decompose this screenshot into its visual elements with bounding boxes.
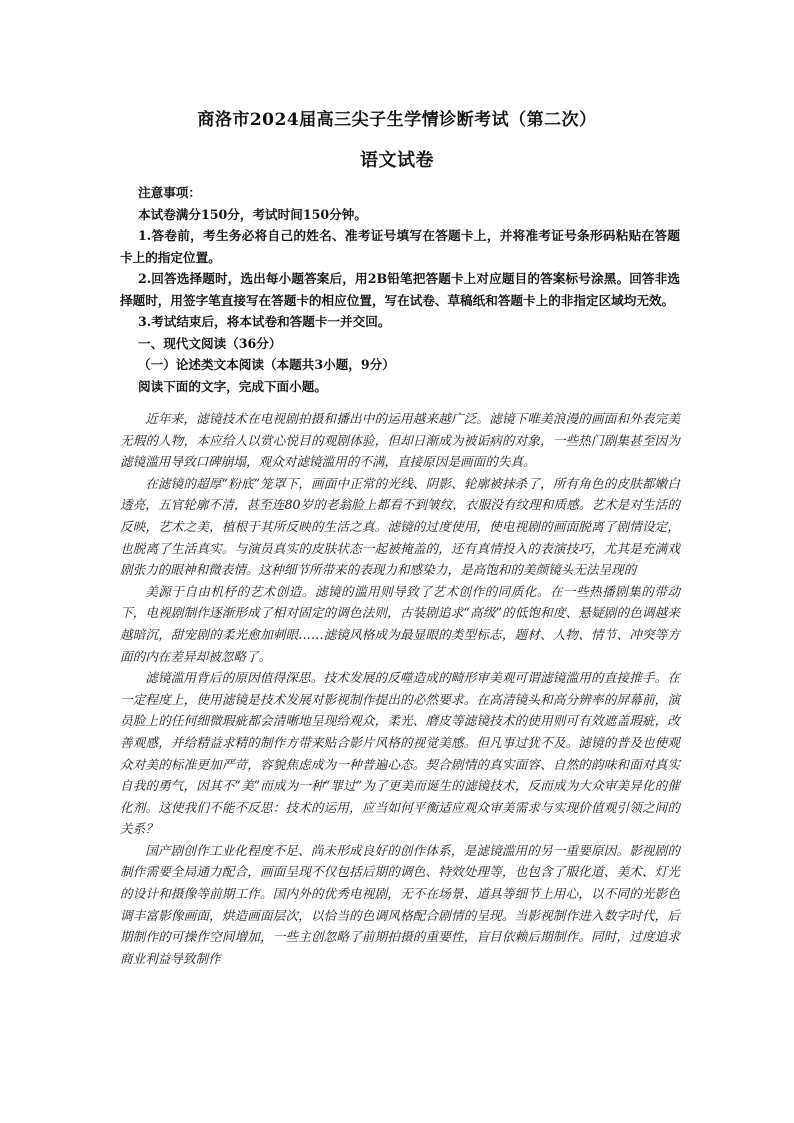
section-heading: 一、现代文阅读（36分） <box>138 335 282 351</box>
passage-paragraph: 近年来，滤镜技术在电视剧拍摄和播出中的运用越来越广泛。滤镜下唯美浪漫的画面和外表完美无瑕的人物，本应给人以赏心悦目的观剧体验，但却日渐成为被诟病的对象，一些热门剧集甚至因为滤镜滥用导致口碑崩塌，观众对滤镜滥用的不满，直接原因是画面的失真。 <box>120 411 680 470</box>
reading-instruction: 阅读下面的文字，完成下面小题。 <box>138 378 327 394</box>
notice-line: 本试卷满分150分，考试时间150分钟。 <box>138 206 367 222</box>
exam-title: 商洛市2024届高三尖子生学情诊断考试（第二次） <box>197 110 597 130</box>
exam-subtitle: 语文试卷 <box>360 150 434 171</box>
passage-paragraph: 滤镜滥用背后的原因值得深思。技术发展的反噬造成的畸形审美观可谓滤镜滥用的直接推手。在一定程度上，使用滤镜是技术发展对影视制作提出的必然要求。在高清镜头和高分辨率的屏幕前，演员脸上的任何细微瑕疵都会清晰地呈现给观众，柔光、磨皮等滤镜技术的使用则可有效遮盖瑕疵，改善观感，并给精益求精的制作方带来贴合影片风格的视觉美感。但凡事过犹不及。滤镜的普及也使观众对美的标准更加严苛，容貌焦虑成为一种普遍心态。契合剧情的真实面容、自然的韵味和面对真实自我的勇气，因其不“美”而成为一种“罪过”为了更美而诞生的滤镜技术，反而成为大众审美异化的催化剂。这使我们不能不反思：技术的运用，应当如何平衡适应观众审美需求与实现价值观引领之间的关系？ <box>120 670 680 837</box>
notice-line: 1.答卷前，考生务必将自己的姓名、准考证号填写在答题卡上，并将准考证号条形码粘贴在答题卡上的指定位置。 <box>120 228 680 265</box>
notice-line: 3.考试结束后，将本试卷和答题卡一并交回。 <box>138 314 391 329</box>
notice-block <box>120 182 680 397</box>
notice-line: 2.回答选择题时，选出每小题答案后，用2B铅笔把答题卡上对应题目的答案标号涂黑。回答非选择题时，用签字笔直接写在答题卡的相应位置，写在试卷、草稿纸和答题卡上的非指定区域均无效。 <box>120 271 680 308</box>
passage-paragraph: 美源于自由机杼的艺术创造。滤镜的滥用则导致了艺术创作的同质化。在一些热播剧集的带动下，电视剧制作逐渐形成了相对固定的调色法则，古装剧追求“高级”的低饱和度、悬疑剧的色调越来越暗沉，甜宠剧的柔光愈加刺眼……滤镜风格成为最显眼的类型标志，题材、人物、情节、冲突等方面的内在差异却被忽略了。 <box>120 583 680 664</box>
reading-passage <box>120 408 680 969</box>
passage-paragraph: 在滤镜的超厚“粉底”笼罩下，画面中正常的光线、阴影、轮廓被抹杀了，所有角色的皮肤都嫩白透亮，五官轮廓不清，甚至连80岁的老翁脸上都看不到皱纹，衣服没有纹理和质感。艺术是对生活的反映，艺术之美，植根于其所反映的生活之真。滤镜的过度使用，使电视剧的画面脱离了剧情设定，也脱离了生活真实。与演员真实的皮肤状态一起被掩盖的，还有真情投入的表演技巧，尤其是充满戏剧张力的眼神和微表情。这种细节所带来的表现力和感染力，是高饱和的美颜镜头无法呈现的 <box>120 475 680 578</box>
passage-paragraph: 国产剧创作工业化程度不足、尚未形成良好的创作体系，是滤镜滥用的另一重要原因。影视剧的制作需要全局通力配合，画面呈现不仅包括后期的调色、特效处理等，也包含了服化道、美术、灯光的设计和摄像等前期工作。国内外的优秀电视剧，无不在场景、道具等细节上用心，以不同的光影色调丰富影像画面，烘造画面层次，以恰当的色调风格配合剧情的呈现。当影视制作进入数字时代，后期制作的可操作空间增加，一些主创忽略了前期拍摄的重要性，盲目依赖后期制作。同时，过度追求商业利益导致制作 <box>120 842 680 966</box>
notice-heading: 注意事项： <box>138 185 201 200</box>
subsection-heading: （一）论述类文本阅读（本题共3小题，9分） <box>138 357 395 372</box>
